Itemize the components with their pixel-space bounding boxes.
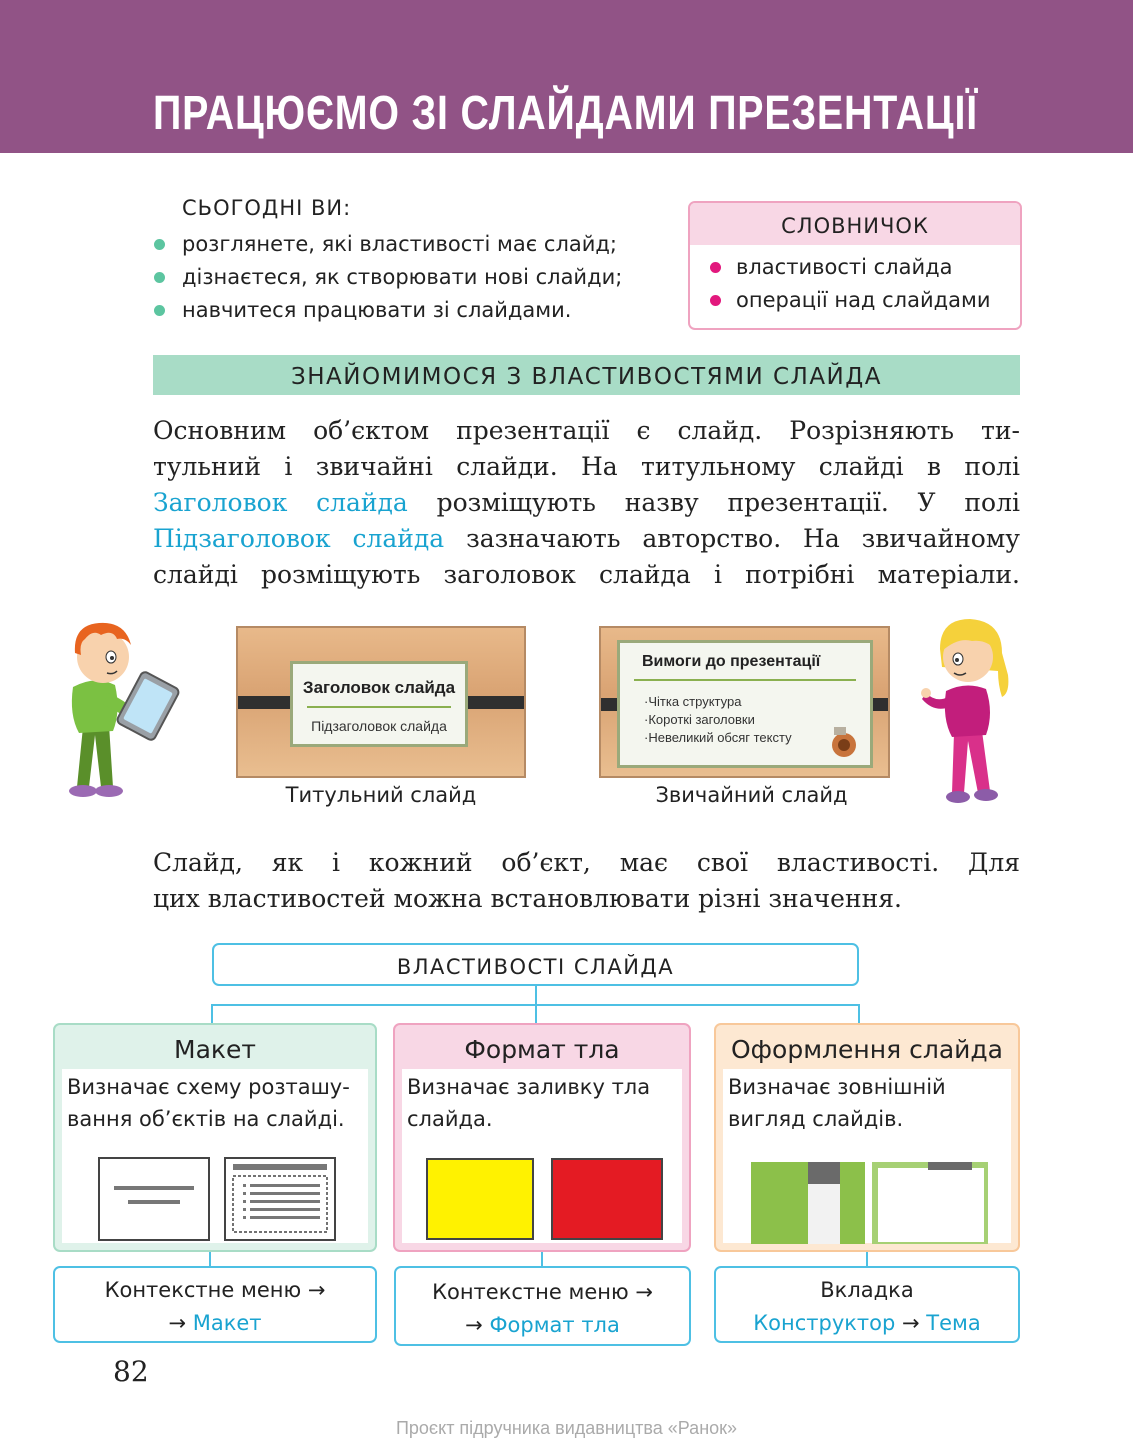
- goals-list: [153, 230, 622, 329]
- bullet-icon: [154, 239, 165, 250]
- goal-item: розглянете, які властивості має слайд;: [153, 230, 622, 263]
- bullet-icon: [154, 305, 165, 316]
- bullet-icon: [710, 295, 721, 306]
- slide-heading: Вимоги до презентації: [642, 653, 821, 670]
- slide-bullet: ·Чітка структура: [644, 694, 742, 709]
- slide-bullet: ·Невеликий обсяг тексту: [644, 730, 792, 745]
- paragraph-line: цих властивостей можна встановлювати різні значення.: [153, 884, 902, 913]
- diagram-connector: [858, 1004, 860, 1024]
- paragraph-line: тульний і звичайні слайди. На титульному слайді в полі: [153, 452, 1020, 481]
- property-card-text: Визначає заливку тла слайда.: [407, 1075, 651, 1131]
- goal-item: навчитеся працювати зі слайдами.: [153, 296, 622, 329]
- background-action-box: Контекстне меню → → Формат тла: [394, 1266, 691, 1346]
- diagram-connector: [209, 1252, 211, 1267]
- page-title: ПРАЦЮЄМО ЗІ СЛАЙДАМИ ПРЕЗЕНТАЦІЇ: [153, 87, 978, 140]
- goal-item: дізнаєтеся, як створювати нові слайди;: [153, 263, 622, 296]
- title-slide-caption: Титульний слайд: [285, 783, 477, 807]
- section-heading: ЗНАЙОМИМОСЯ З ВЛАСТИВОСТЯМИ СЛАЙДА: [153, 355, 1020, 395]
- paragraph-line: Основним об’єктом презентації є слайд. Розрізняють ти-: [153, 416, 1020, 445]
- theme-thumbnails-icon: [750, 1161, 990, 1245]
- paragraph-line: Підзаголовок слайда зазначають авторство. На звичайному: [153, 524, 1021, 553]
- diagram-connector: [535, 1004, 537, 1024]
- property-card-design: [714, 1023, 1020, 1252]
- property-card-title: Макет: [174, 1035, 256, 1064]
- slide-subheading: Підзаголовок слайда: [311, 718, 447, 734]
- camera-photo-icon: [824, 723, 864, 759]
- paragraph-line: слайді розміщують заголовок слайда і потрібні матеріали.: [153, 560, 1020, 589]
- girl-illustration: [918, 615, 1028, 810]
- yellow-fill-swatch: [426, 1158, 534, 1240]
- bullet-icon: [710, 262, 721, 273]
- paragraph-line: Слайд, як і кожний об’єкт, має свої властивості. Для: [153, 848, 1020, 877]
- glossary-item: властивості слайда: [708, 253, 1020, 286]
- term-subtitle-field: Підзаголовок слайда: [153, 524, 445, 553]
- boy-with-tablet-illustration: [55, 615, 195, 805]
- normal-slide-caption: Звичайний слайд: [655, 783, 848, 807]
- layout-menu-link: Макет: [192, 1311, 262, 1335]
- normal-slide-image: [599, 626, 890, 778]
- normal-slide-card: [617, 640, 873, 768]
- slide-heading: Заголовок слайда: [302, 678, 456, 697]
- header-banner: [0, 0, 1133, 153]
- red-fill-swatch: [551, 1158, 663, 1240]
- diagram-connector: [211, 1004, 213, 1024]
- footer-note: Проєкт підручника видавництва «Ранок»: [395, 1418, 738, 1438]
- design-action-box: Вкладка Конструктор → Тема: [714, 1266, 1020, 1343]
- diagram-connector: [541, 1252, 543, 1267]
- properties-title-box: ВЛАСТИВОСТІ СЛАЙДА: [212, 943, 859, 986]
- layout-action-box: Контекстне меню → → Макет: [53, 1266, 377, 1343]
- goals-title: СЬОГОДНІ ВИ:: [182, 196, 352, 220]
- glossary-title: СЛОВНИЧОК: [690, 203, 1020, 245]
- glossary-list: [690, 245, 1020, 319]
- property-card-background: [393, 1023, 691, 1252]
- slide-divider: [307, 706, 451, 708]
- slide-divider: [634, 679, 856, 681]
- property-card-title: Формат тла: [464, 1035, 620, 1064]
- diagram-connector: [535, 986, 537, 1005]
- title-slide-image: [236, 626, 526, 778]
- bullet-icon: [154, 272, 165, 283]
- layout-thumbnails-icon: [98, 1157, 338, 1247]
- diagram-connector: [866, 1252, 868, 1267]
- title-slide-card: [290, 661, 468, 747]
- property-card-text: Визначає зовнішній вигляд слайдів.: [728, 1075, 946, 1131]
- paragraph-line: Заголовок слайда розміщують назву презентації. У полі: [153, 488, 1020, 517]
- theme-link: Тема: [926, 1311, 981, 1335]
- glossary-box: [688, 201, 1022, 330]
- page-number: 82: [113, 1355, 149, 1388]
- property-card-text: Визначає схему розташу- вання об’єктів на слайді.: [67, 1075, 350, 1131]
- property-card-title: Оформлення слайда: [730, 1035, 1003, 1064]
- format-background-link: Формат тла: [489, 1313, 620, 1337]
- property-card-layout: [53, 1023, 377, 1252]
- slide-bullets: [644, 693, 792, 747]
- design-tab-link: Конструктор: [753, 1311, 896, 1335]
- term-title-field: Заголовок слайда: [153, 488, 408, 517]
- slide-bullet: ·Короткі заголовки: [644, 712, 755, 727]
- glossary-item: операції над слайдами: [708, 286, 1020, 319]
